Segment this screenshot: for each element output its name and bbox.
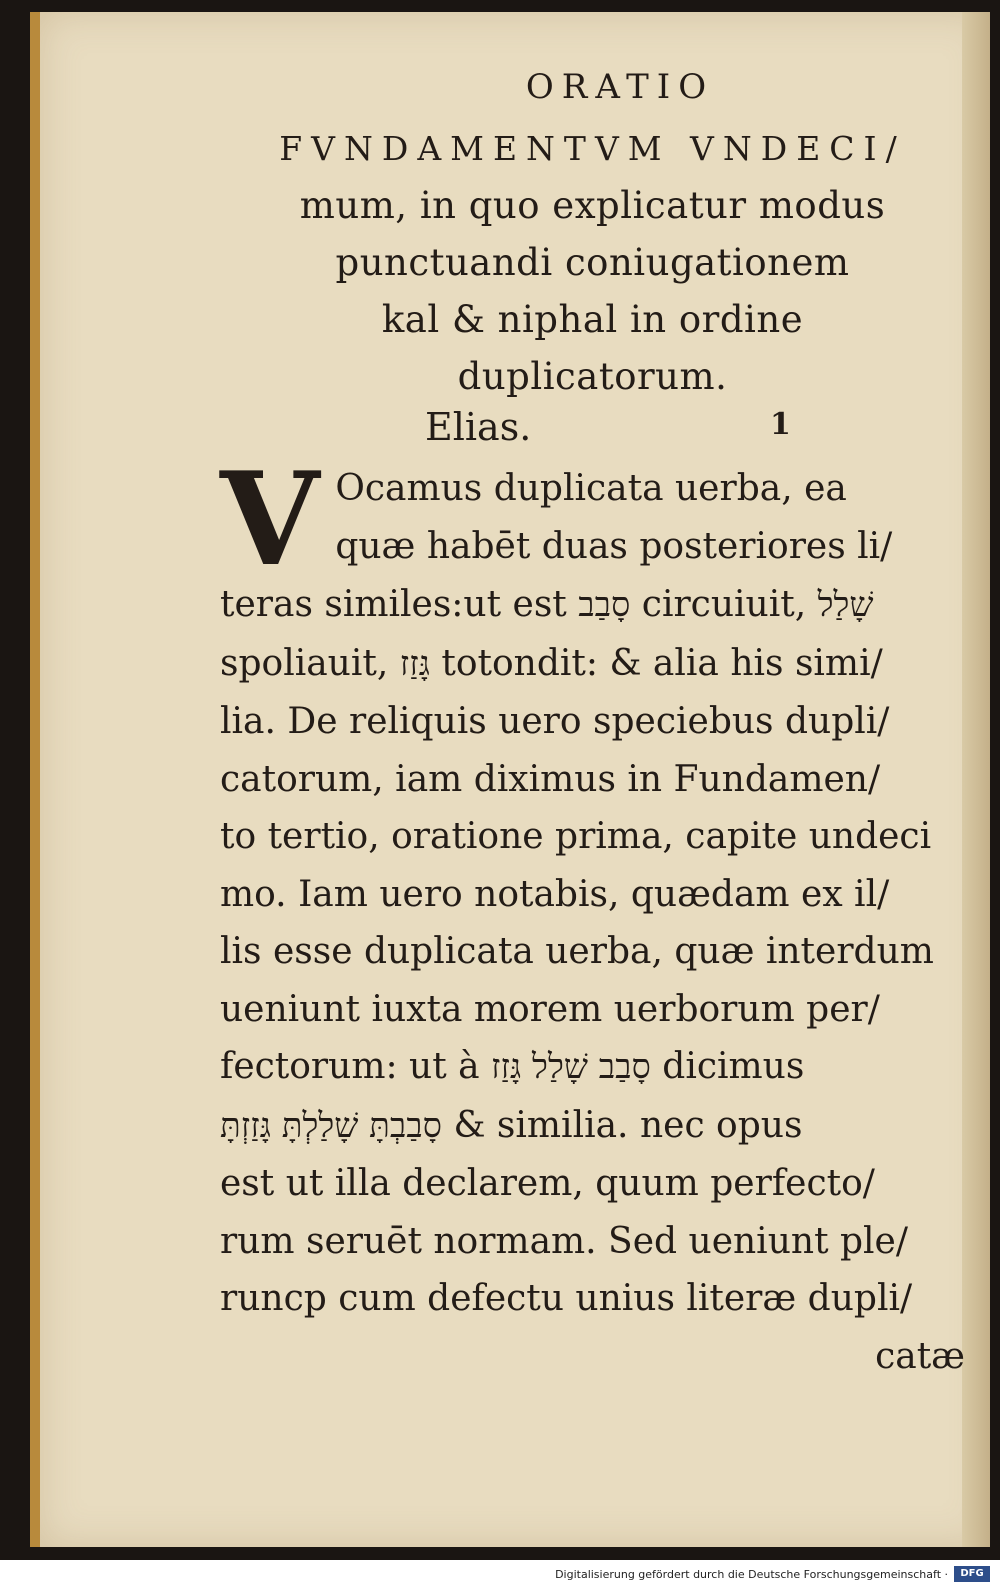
- text-line: mo. Iam uero notabis, quædam ex il/: [220, 873, 890, 915]
- text-line: quæ habēt duas posteriores li/: [335, 525, 893, 567]
- text-line: lia. De reliquis uero speciebus dupli/: [220, 701, 890, 742]
- text-line: lis esse duplicata uerba, quæ interdum: [220, 931, 934, 972]
- title-line: punctuandi coniugationem: [335, 241, 850, 284]
- hebrew-word: סָבַב: [578, 585, 631, 625]
- page-text: [220, 67, 965, 1385]
- text-line: rum seruēt normam. Sed ueniunt ple/: [220, 1220, 908, 1262]
- text-line: catorum, iam diximus in Fundamen/: [220, 758, 881, 800]
- hebrew-word: שָׁלַל: [817, 585, 874, 625]
- funding-credit: Digitalisierung gefördert durch die Deutsche Forschungsgemeinschaft ·: [555, 1568, 948, 1581]
- hebrew-words: סָבַבְתָּ שָׁלַלְתָּ גָּזַזְתָּ: [220, 1105, 442, 1146]
- title-line: kal & niphal in ordine: [381, 298, 804, 341]
- text-line: ueniunt iuxta morem uerborum per/: [220, 988, 880, 1030]
- running-head: ORATIO: [525, 67, 715, 107]
- text-line: teras similes:ut est סָבַב circuiuit, שָׁלַל: [220, 584, 874, 625]
- section-number: 1: [770, 407, 791, 442]
- text-line: spoliauit, גָּזַז totondit: & alia his simi/: [220, 642, 883, 684]
- text-line: runcp cum defectu unius literæ dupli/: [220, 1278, 913, 1319]
- speaker-heading: [220, 405, 965, 460]
- catchword: catæ: [875, 1335, 965, 1377]
- text-line: סָבַבְתָּ שָׁלַלְתָּ גָּזַזְתָּ & similia. nec opus: [220, 1104, 803, 1146]
- book-page: [30, 12, 990, 1547]
- title-line: FVNDAMENTVM VNDECI/: [279, 129, 906, 168]
- text-line: to tertio, oratione prima, capite undeci: [220, 816, 932, 857]
- text-line: est ut illa declarem, quum perfecto/: [220, 1163, 875, 1204]
- dfg-logo: DFG: [954, 1566, 990, 1582]
- title-line: mum, in quo explicatur modus: [299, 184, 886, 227]
- body-text: [220, 445, 965, 1385]
- text-line: fectorum: ut à סָבַב שָׁלַל גָּזַז dicimus: [220, 1046, 805, 1087]
- page-edge: [962, 12, 990, 1547]
- title-line: duplicatorum.: [457, 355, 728, 398]
- text-line: Ocamus duplicata uerba, ea: [335, 468, 847, 509]
- speaker-name: Elias.: [425, 405, 532, 449]
- hebrew-word: גָּזַז: [399, 643, 430, 684]
- drop-capital: V: [220, 445, 320, 595]
- footer-bar: [0, 1560, 1000, 1591]
- hebrew-words: סָבַב שָׁלַל גָּזַז: [491, 1047, 651, 1087]
- section-title: [220, 119, 965, 405]
